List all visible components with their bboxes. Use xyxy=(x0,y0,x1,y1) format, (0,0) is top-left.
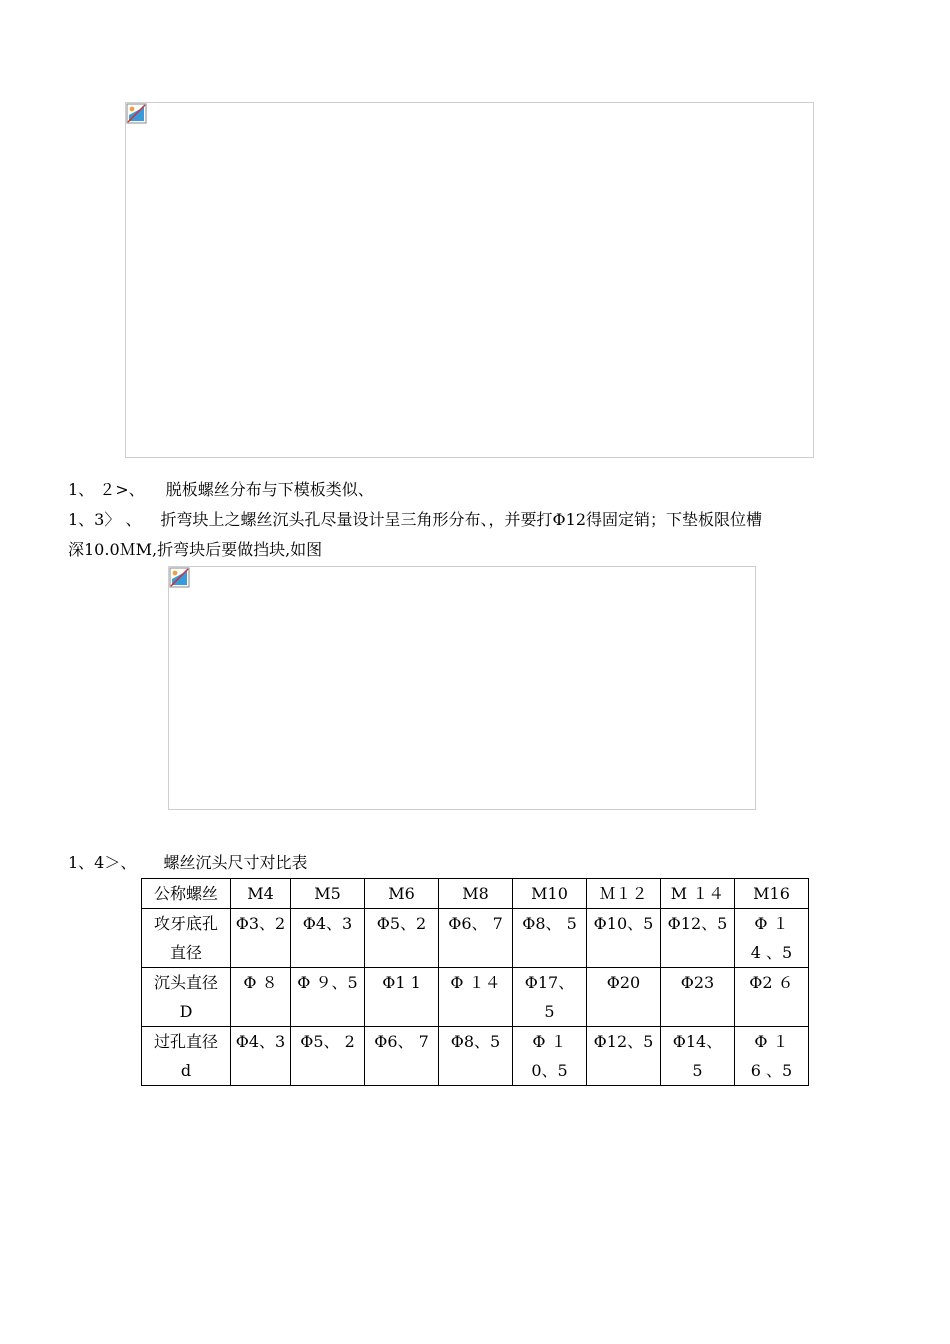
header-cell: M4 xyxy=(231,879,291,909)
figure-placeholder-1 xyxy=(125,102,814,458)
table-cell: Φ10、5 xyxy=(587,909,661,968)
header-cell: M5 xyxy=(291,879,365,909)
item-text: 折弯块上之螺丝沉头孔尽量设计呈三角形分布、，并要打Φ12得固定销；下垫板限位槽 xyxy=(160,510,763,529)
item-number: 1、4＞、 xyxy=(68,853,137,872)
figure-placeholder-2 xyxy=(168,566,756,810)
paragraph-1-2 xyxy=(68,480,374,500)
table-cell: Φ8、5 xyxy=(439,1027,513,1086)
header-cell: M １４ xyxy=(661,879,735,909)
table-cell: Φ17、 5 xyxy=(513,968,587,1027)
paragraph-1-4 xyxy=(68,853,307,873)
table-cell: Φ6、 7 xyxy=(365,1027,439,1086)
header-cell: Ｍ１２ xyxy=(587,879,661,909)
row-label: 沉头直径 D xyxy=(142,968,231,1027)
header-cell: M16 xyxy=(735,879,809,909)
table-cell: Φ4、3 xyxy=(291,909,365,968)
table-header-row xyxy=(142,879,809,909)
table-cell: Φ8、 5 xyxy=(513,909,587,968)
item-text: 脱板螺丝分布与下模板类似、 xyxy=(165,480,374,499)
item-number: 1、 ２>、 xyxy=(68,480,145,499)
header-cell: M10 xyxy=(513,879,587,909)
header-cell: M8 xyxy=(439,879,513,909)
broken-image-icon xyxy=(169,567,190,588)
item-text: 深10.0ＭM,折弯块后要做挡块,如图 xyxy=(68,540,323,559)
table-cell: Φ ８ xyxy=(231,968,291,1027)
table-cell: Φ12、5 xyxy=(587,1027,661,1086)
broken-image-icon xyxy=(126,103,147,124)
table-cell: Φ1 1 xyxy=(365,968,439,1027)
table-cell: Φ １４ xyxy=(439,968,513,1027)
table-cell: Φ20 xyxy=(587,968,661,1027)
table-cell: Φ12、5 xyxy=(661,909,735,968)
table-row xyxy=(142,909,809,968)
table-row xyxy=(142,968,809,1027)
table-cell: Φ １ 0、5 xyxy=(513,1027,587,1086)
table-cell: Φ １ 6 、5 xyxy=(735,1027,809,1086)
row-label: 过孔直径 d xyxy=(142,1027,231,1086)
table-cell: Φ5、 2 xyxy=(291,1027,365,1086)
table-cell: Φ4、3 xyxy=(231,1027,291,1086)
header-cell: 公称螺丝 xyxy=(142,879,231,909)
item-text: 螺丝沉头尺寸对比表 xyxy=(163,853,308,872)
table-cell: Φ23 xyxy=(661,968,735,1027)
table-cell: Φ ９、5 xyxy=(291,968,365,1027)
table-cell: Φ2 ６ xyxy=(735,968,809,1027)
table-cell: Φ14、 5 xyxy=(661,1027,735,1086)
table-cell: Φ5、2 xyxy=(365,909,439,968)
row-label: 攻牙底孔 直径 xyxy=(142,909,231,968)
paragraph-1-3-continued xyxy=(68,540,322,560)
table-cell: Φ6、 7 xyxy=(439,909,513,968)
table-row xyxy=(142,1027,809,1086)
item-number: 1、3〉 、 xyxy=(68,510,142,529)
header-cell: M6 xyxy=(365,879,439,909)
paragraph-1-3 xyxy=(68,510,762,530)
table-cell: Φ3、2 xyxy=(231,909,291,968)
screw-counterbore-table xyxy=(141,878,809,1086)
table-cell: Φ １ 4 、5 xyxy=(735,909,809,968)
